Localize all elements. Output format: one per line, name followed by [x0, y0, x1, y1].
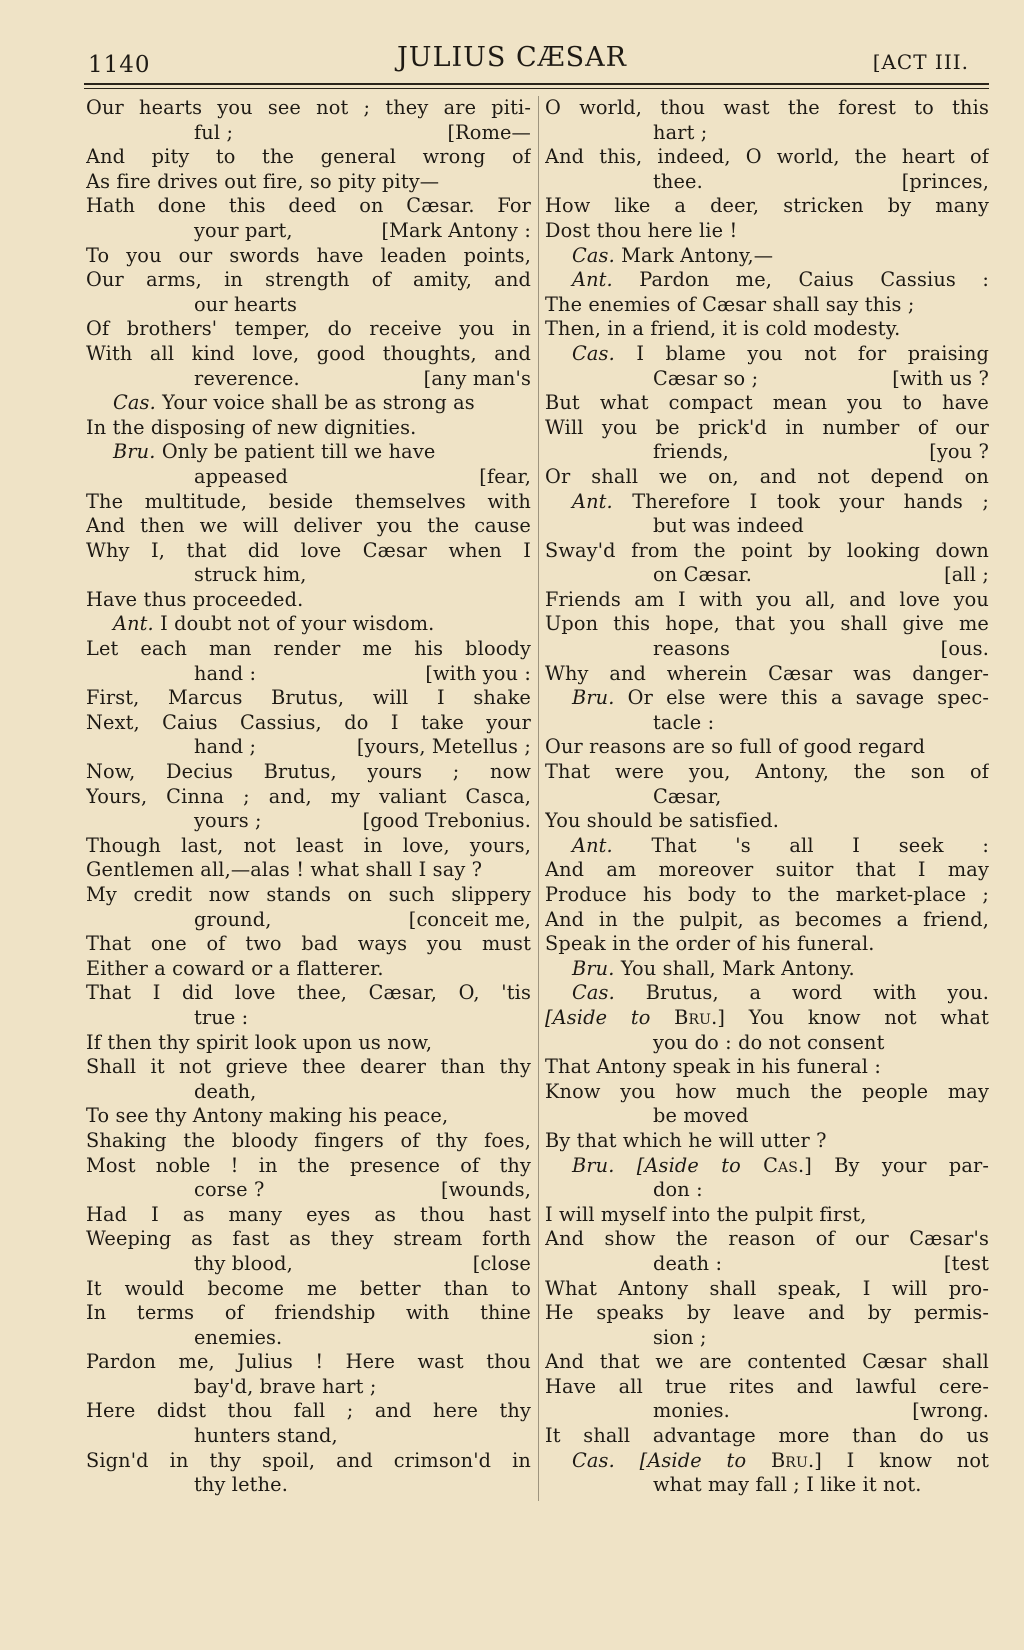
- line-text: In terms of friendship with thine: [86, 1301, 531, 1325]
- verse-line: [545, 1006, 989, 1031]
- line-text: And am moreover suitor that I may: [545, 858, 989, 882]
- verse-line: [545, 834, 989, 859]
- verse-line: [545, 416, 989, 441]
- verse-line: [545, 908, 989, 933]
- verse-line: [86, 735, 531, 760]
- line-text: That were you, Antony, the son of: [545, 760, 989, 784]
- line-text: It would become me better than to: [86, 1276, 531, 1300]
- line-text: But what compact mean you to have: [545, 391, 989, 415]
- verse-line: [86, 1252, 531, 1277]
- line-text: Brutus, a word with you.: [645, 981, 989, 1005]
- stage-direction: [Aside to: [636, 1153, 741, 1177]
- verse-line: [86, 1080, 531, 1105]
- verse-line: [545, 1154, 989, 1179]
- line-text: O world, thou wast the forest to this: [545, 96, 989, 119]
- stage-direction: [Aside to: [639, 1448, 747, 1472]
- verse-line: [86, 612, 531, 637]
- line-text: yours ;: [194, 809, 262, 833]
- line-text: monies.: [653, 1399, 730, 1423]
- line-text: With all kind love, good thoughts, and: [86, 341, 531, 365]
- verse-line: [86, 1473, 531, 1498]
- verse-line: [545, 391, 989, 416]
- turnover-text: [Mark Antony :: [381, 218, 531, 242]
- line-text: Dost thou here lie !: [545, 218, 738, 242]
- verse-line: [86, 1350, 531, 1375]
- header-rule-thin: [84, 88, 989, 89]
- line-text: Have thus proceeded.: [86, 587, 304, 611]
- line-text: That 's all I seek :: [651, 833, 989, 857]
- turnover-text: [wrong.: [912, 1399, 989, 1423]
- verse-line: [86, 834, 531, 859]
- line-text: And in the pulpit, as becomes a friend,: [545, 907, 989, 931]
- line-text: ful ;: [194, 120, 234, 144]
- verse-line: [545, 612, 989, 637]
- line-text: Next, Caius Cassius, do I take your: [86, 710, 531, 734]
- verse-line: [545, 539, 989, 564]
- line-text: I blame you not for praising: [636, 341, 989, 365]
- line-text: Our arms, in strength of amity, and: [86, 268, 531, 292]
- line-text: As fire drives out fire, so pity pity—: [86, 169, 440, 193]
- line-text: Hath done this deed on Cæsar. For: [86, 194, 531, 218]
- running-title: JULIUS CÆSAR: [396, 42, 628, 73]
- turnover-text: [you ?: [929, 440, 989, 464]
- line-text: Then, in a friend, it is cold modesty.: [545, 317, 901, 341]
- verse-line: [86, 1154, 531, 1179]
- line-text: bay'd, brave hart ;: [194, 1374, 377, 1398]
- turnover-text: [yours, Metellus ;: [356, 735, 531, 759]
- line-text: Either a coward or a flatterer.: [86, 956, 384, 980]
- turnover-text: [close: [472, 1251, 531, 1275]
- verse-line: [545, 1424, 989, 1449]
- speaker-name: Ant.: [572, 489, 613, 513]
- verse-line: [86, 686, 531, 711]
- verse-line: [545, 1399, 989, 1424]
- line-text: Speak in the order of his funeral.: [545, 932, 875, 956]
- verse-line: [86, 268, 531, 293]
- verse-line: [86, 391, 531, 416]
- verse-line: [545, 957, 989, 982]
- verse-line: [545, 1129, 989, 1154]
- line-text: Your voice shall be as strong as: [162, 391, 475, 415]
- turnover-text: [good Trebonius.: [362, 809, 531, 833]
- line-text: Produce his body to the market-place ;: [545, 883, 989, 906]
- header-rule: [84, 83, 989, 85]
- turnover-text: [Rome—: [447, 120, 531, 144]
- line-text: Shaking the bloody fingers of thy foes,: [86, 1128, 531, 1152]
- line-text: death :: [653, 1251, 723, 1275]
- page-number: 1140: [88, 52, 151, 78]
- line-text: By that which he will utter ?: [545, 1128, 827, 1152]
- verse-line: [86, 1178, 531, 1203]
- line-text: The multitude, beside themselves with: [86, 489, 531, 513]
- line-text: reasons: [653, 637, 730, 661]
- line-text: Shall it not grieve thee dearer than thy: [86, 1055, 531, 1079]
- line-text: enemies.: [194, 1325, 283, 1349]
- speaker-name: Bru.: [572, 956, 615, 980]
- line-text: Here didst thou fall ; and here thy: [86, 1399, 531, 1423]
- turnover-text: [with you :: [425, 661, 531, 685]
- line-text: Our hearts you see not ; they are piti-: [86, 96, 531, 119]
- verse-line: [545, 711, 989, 736]
- line-text: appeased: [194, 464, 288, 488]
- verse-line: [86, 1203, 531, 1228]
- verse-line: [86, 760, 531, 785]
- line-text: Only be patient till we have: [161, 440, 436, 464]
- line-text: And pity to the general wrong of: [86, 145, 531, 169]
- speaker-name: Cas.: [572, 243, 615, 267]
- line-text: Now, Decius Brutus, yours ; now: [86, 760, 531, 784]
- verse-line: [86, 145, 531, 170]
- line-text: To see thy Antony making his peace,: [86, 1104, 449, 1128]
- verse-line: [86, 317, 531, 342]
- verse-line: [545, 1375, 989, 1400]
- line-text: Weeping as fast as they stream forth: [86, 1227, 531, 1251]
- verse-line: [545, 1080, 989, 1105]
- line-text: reverence.: [194, 366, 300, 390]
- verse-line: [86, 514, 531, 539]
- verse-line: [86, 342, 531, 367]
- line-text: don :: [653, 1178, 703, 1202]
- line-text: It shall advantage more than do us: [545, 1424, 989, 1448]
- line-text: Cæsar so ;: [653, 366, 759, 390]
- verse-line: [86, 1375, 531, 1400]
- verse-line: [545, 367, 989, 392]
- verse-line: [545, 145, 989, 170]
- line-text: Of brothers' temper, do receive you in: [86, 317, 531, 341]
- verse-line: [86, 711, 531, 736]
- verse-line: [86, 1104, 531, 1129]
- verse-line: [86, 539, 531, 564]
- verse-line: [545, 514, 989, 539]
- stage-direction-name: Bru.]: [770, 1448, 822, 1472]
- verse-line: [86, 96, 531, 121]
- verse-line: [545, 981, 989, 1006]
- line-text: your part,: [194, 218, 293, 242]
- turnover-text: [fear,: [479, 464, 531, 488]
- verse-line: [86, 1129, 531, 1154]
- verse-line: [86, 883, 531, 908]
- verse-line: [86, 662, 531, 687]
- line-text: Or shall we on, and not depend on: [545, 464, 989, 488]
- verse-line: [86, 194, 531, 219]
- line-text: You know not what: [748, 1005, 989, 1029]
- line-text: He speaks by leave and by permis-: [545, 1301, 989, 1325]
- verse-line: [545, 1031, 989, 1056]
- verse-line: [545, 735, 989, 760]
- speaker-name: Ant.: [572, 268, 613, 292]
- line-text: Our reasons are so full of good regard: [545, 735, 926, 759]
- verse-line: [545, 1252, 989, 1277]
- line-text: My credit now stands on such slippery: [86, 883, 531, 906]
- verse-line: [86, 637, 531, 662]
- verse-line: [545, 637, 989, 662]
- verse-line: [545, 662, 989, 687]
- line-text: I doubt not of your wisdom.: [160, 612, 435, 636]
- stage-direction-name: Cas.]: [763, 1153, 812, 1177]
- verse-line: [86, 932, 531, 957]
- line-text: hand ;: [194, 735, 257, 759]
- verse-line: [86, 1424, 531, 1449]
- line-text: Friends am I with you all, and love you: [545, 587, 989, 611]
- line-text: How like a deer, stricken by many: [545, 194, 989, 218]
- verse-line: [545, 219, 989, 244]
- line-text: thy blood,: [194, 1251, 293, 1275]
- line-text: be moved: [653, 1104, 749, 1128]
- verse-line: [86, 416, 531, 441]
- line-text: I know not: [846, 1448, 989, 1472]
- verse-line: [86, 1301, 531, 1326]
- line-text: friends,: [653, 440, 729, 464]
- line-text: death,: [194, 1079, 257, 1103]
- line-text: Therefore I took your hands ;: [632, 489, 989, 513]
- line-text: Why I, that did love Cæsar when I: [86, 538, 531, 562]
- speaker-name: Cas.: [572, 341, 615, 365]
- verse-line: [86, 1031, 531, 1056]
- speaker-name: Ant.: [572, 833, 613, 857]
- verse-line: [545, 317, 989, 342]
- line-text: That I did love thee, Cæsar, O, 'tis: [86, 981, 531, 1005]
- line-text: Sway'd from the point by looking down: [545, 538, 989, 562]
- verse-line: [545, 244, 989, 269]
- verse-line: [545, 1227, 989, 1252]
- verse-line: [86, 563, 531, 588]
- verse-line: [86, 809, 531, 834]
- line-text: And show the reason of our Cæsar's: [545, 1227, 989, 1251]
- line-text: what may fall ; I like it not.: [653, 1473, 922, 1497]
- speaker-name: Bru.: [572, 1153, 615, 1177]
- line-text: thee.: [653, 169, 703, 193]
- line-text: Sign'd in thy spoil, and crimson'd in: [86, 1448, 531, 1472]
- line-text: To you our swords have leaden points,: [86, 243, 531, 267]
- turnover-text: [conceit me,: [408, 907, 531, 931]
- verse-line: [86, 219, 531, 244]
- verse-line: [86, 981, 531, 1006]
- line-text: struck him,: [194, 563, 307, 587]
- line-text: you do : do not consent: [653, 1030, 885, 1054]
- verse-line: [545, 293, 989, 318]
- line-text: If then thy spirit look upon us now,: [86, 1030, 433, 1054]
- line-text: true :: [194, 1005, 249, 1029]
- column-divider: [538, 96, 539, 1501]
- line-text: on Cæsar.: [653, 563, 752, 587]
- verse-line: [86, 367, 531, 392]
- line-text: By your par-: [834, 1153, 989, 1177]
- verse-line: [545, 563, 989, 588]
- line-text: hart ;: [653, 120, 708, 144]
- turnover-text: [princes,: [901, 169, 989, 193]
- verse-line: [86, 1055, 531, 1080]
- verse-line: [545, 1055, 989, 1080]
- line-text: You shall, Mark Antony.: [620, 956, 855, 980]
- turnover-text: [wounds,: [440, 1178, 531, 1202]
- verse-line: [86, 908, 531, 933]
- line-text: Yours, Cinna ; and, my valiant Casca,: [86, 784, 531, 808]
- turnover-text: [ous.: [940, 637, 989, 661]
- line-text: That one of two bad ways you must: [86, 932, 531, 956]
- verse-line: [86, 1227, 531, 1252]
- verse-line: [545, 858, 989, 883]
- verse-line: [86, 1006, 531, 1031]
- line-text: thy lethe.: [194, 1473, 288, 1497]
- line-text: Let each man render me his bloody: [86, 637, 531, 661]
- line-text: corse ?: [194, 1178, 265, 1202]
- line-text: Mark Antony,—: [621, 243, 774, 267]
- line-text: Or else were this a savage spec-: [627, 686, 989, 710]
- line-text: What Antony shall speak, I will pro-: [545, 1276, 989, 1300]
- line-text: Though last, not least in love, yours,: [86, 833, 531, 857]
- line-text: Why and wherein Cæsar was danger-: [545, 661, 989, 685]
- line-text: Have all true rites and lawful cere-: [545, 1374, 989, 1398]
- left-text-column: [86, 96, 531, 1498]
- verse-line: [86, 1449, 531, 1474]
- verse-line: [545, 121, 989, 146]
- verse-line: [86, 465, 531, 490]
- verse-line: [86, 244, 531, 269]
- verse-line: [86, 170, 531, 195]
- verse-line: [86, 490, 531, 515]
- verse-line: [545, 883, 989, 908]
- line-text: And this, indeed, O world, the heart of: [545, 145, 989, 169]
- line-text: In the disposing of new dignities.: [86, 415, 417, 439]
- line-text: Gentlemen all,—alas ! what shall I say ?: [86, 858, 483, 882]
- line-text: Had I as many eyes as thou hast: [86, 1202, 531, 1226]
- line-text: hand :: [194, 661, 257, 685]
- verse-line: [86, 121, 531, 146]
- verse-line: [545, 686, 989, 711]
- speaker-name: Ant.: [113, 612, 154, 636]
- verse-line: [545, 465, 989, 490]
- verse-line: [545, 268, 989, 293]
- line-text: You should be satisfied.: [545, 809, 780, 833]
- verse-line: [86, 1399, 531, 1424]
- line-text: but was indeed: [653, 514, 804, 538]
- verse-line: [545, 1104, 989, 1129]
- line-text: Will you be prick'd in number of our: [545, 415, 989, 439]
- verse-line: [545, 1203, 989, 1228]
- verse-line: [545, 809, 989, 834]
- line-text: And then we will deliver you the cause: [86, 514, 531, 538]
- verse-line: [545, 1277, 989, 1302]
- verse-line: [545, 760, 989, 785]
- line-text: Cæsar,: [653, 784, 722, 808]
- speaker-name: Bru.: [572, 686, 615, 710]
- verse-line: [545, 194, 989, 219]
- act-marker: [ACT III.: [872, 50, 969, 74]
- line-text: First, Marcus Brutus, will I shake: [86, 686, 531, 710]
- verse-line: [545, 490, 989, 515]
- verse-line: [545, 1473, 989, 1498]
- verse-line: [545, 1350, 989, 1375]
- verse-line: [86, 957, 531, 982]
- line-text: ground,: [194, 907, 272, 931]
- verse-line: [545, 1326, 989, 1351]
- speaker-name: Cas.: [113, 391, 156, 415]
- verse-line: [86, 440, 531, 465]
- verse-line: [545, 342, 989, 367]
- verse-line: [545, 785, 989, 810]
- line-text: That Antony speak in his funeral :: [545, 1055, 882, 1079]
- speaker-name: Cas.: [572, 981, 615, 1005]
- verse-line: [545, 1449, 989, 1474]
- turnover-text: [all ;: [944, 563, 989, 587]
- turnover-text: [any man's: [423, 366, 531, 390]
- line-text: Pardon me, Julius ! Here wast thou: [86, 1350, 531, 1374]
- verse-line: [545, 1178, 989, 1203]
- verse-line: [86, 1326, 531, 1351]
- speaker-name: Cas.: [572, 1448, 615, 1472]
- verse-line: [545, 588, 989, 613]
- verse-line: [86, 785, 531, 810]
- line-text: And that we are contented Cæsar shall: [545, 1350, 989, 1374]
- line-text: tacle :: [653, 710, 715, 734]
- stage-direction-name: Bru.]: [674, 1005, 726, 1029]
- verse-line: [86, 588, 531, 613]
- turnover-text: [with us ?: [892, 366, 989, 390]
- line-text: our hearts: [194, 292, 298, 316]
- right-text-column: [545, 96, 989, 1498]
- verse-line: [545, 170, 989, 195]
- verse-line: [545, 440, 989, 465]
- verse-line: [545, 1301, 989, 1326]
- stage-direction: [Aside to: [545, 1005, 651, 1029]
- line-text: Pardon me, Caius Cassius :: [639, 268, 989, 292]
- verse-line: [86, 1277, 531, 1302]
- turnover-text: [test: [943, 1251, 989, 1275]
- line-text: sion ;: [653, 1325, 707, 1349]
- line-text: I will myself into the pulpit first,: [545, 1202, 867, 1226]
- speaker-name: Bru.: [113, 440, 156, 464]
- line-text: Know you how much the people may: [545, 1079, 989, 1103]
- line-text: The enemies of Cæsar shall say this ;: [545, 292, 915, 316]
- line-text: Upon this hope, that you shall give me: [545, 612, 989, 636]
- verse-line: [545, 932, 989, 957]
- verse-line: [86, 858, 531, 883]
- line-text: Most noble ! in the presence of thy: [86, 1153, 531, 1177]
- verse-line: [545, 96, 989, 121]
- verse-line: [86, 293, 531, 318]
- line-text: hunters stand,: [194, 1424, 338, 1448]
